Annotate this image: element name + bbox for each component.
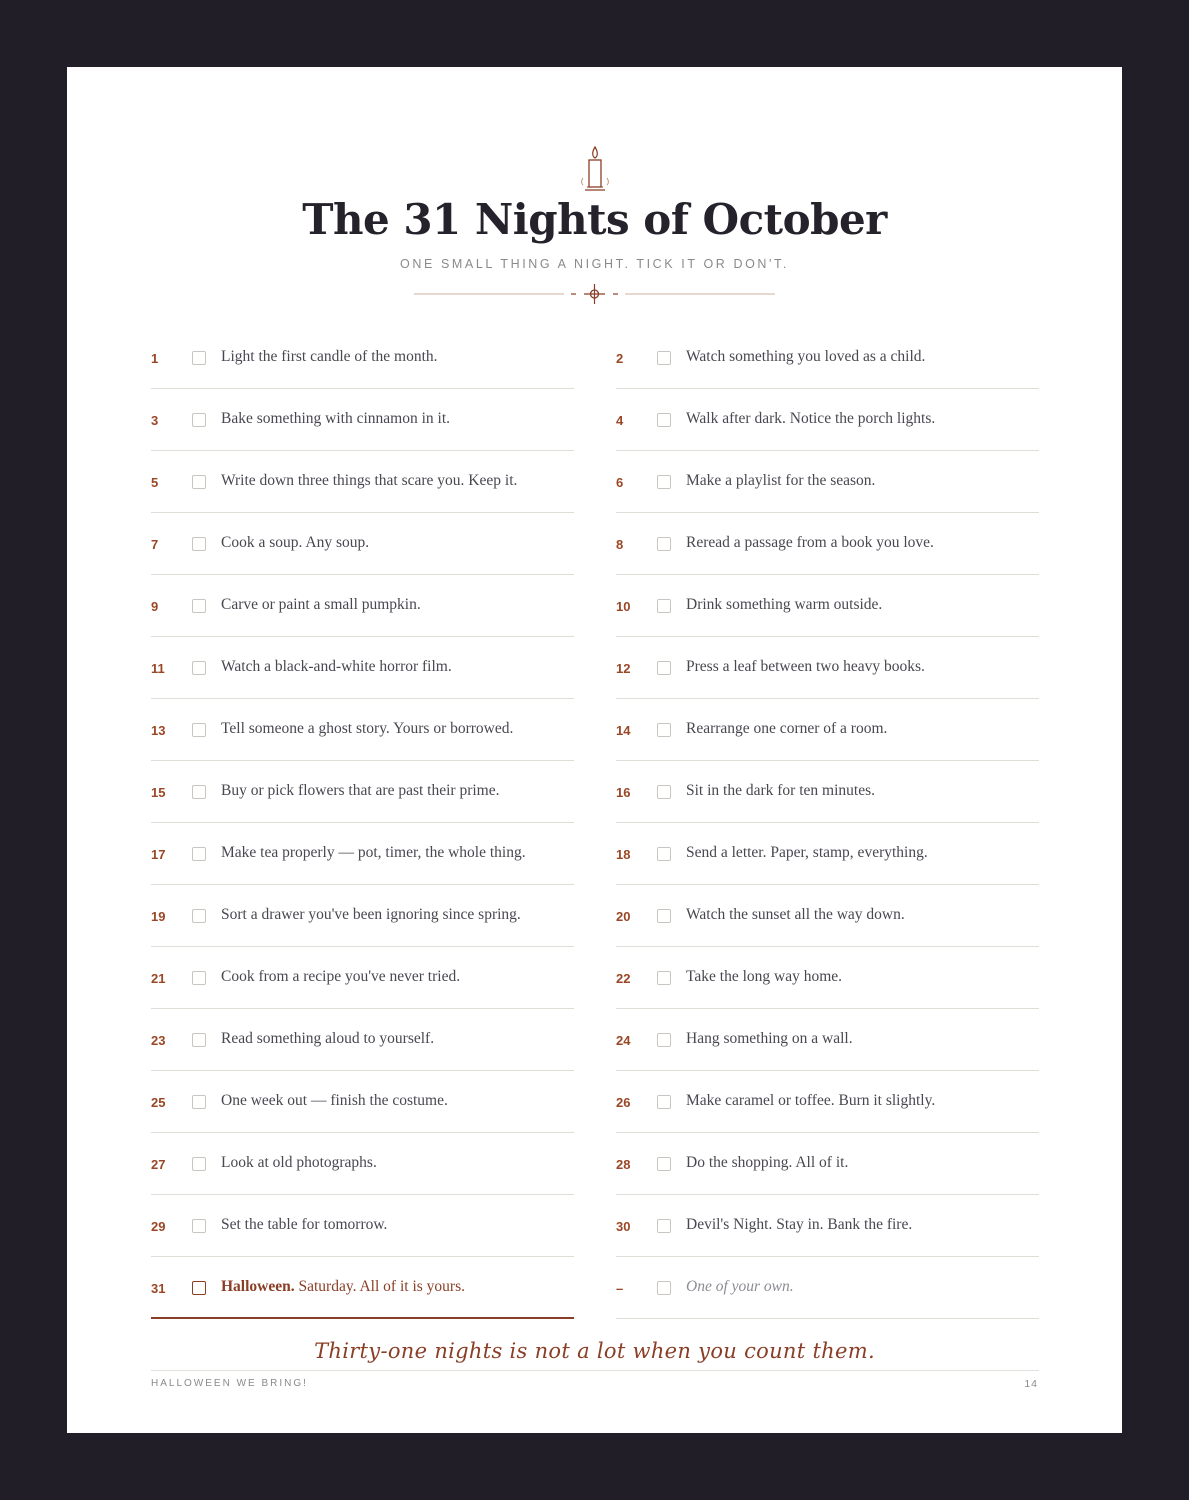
list-item [616, 1133, 1039, 1195]
checkbox[interactable] [657, 537, 671, 551]
checkbox[interactable] [192, 723, 206, 737]
night-number: 26 [616, 1095, 631, 1110]
task-text: Look at old photographs. [221, 1154, 377, 1171]
checkbox[interactable] [192, 1095, 206, 1109]
task-text: Write down three things that scare you. Keep it. [221, 472, 518, 489]
list-item [151, 885, 574, 947]
task-text: Rearrange one corner of a room. [686, 720, 888, 737]
task-text: One of your own. [686, 1278, 794, 1295]
checkbox[interactable] [657, 723, 671, 737]
night-number: 27 [151, 1157, 166, 1172]
list-item [616, 947, 1039, 1009]
night-number: 9 [151, 599, 159, 614]
page-subtitle: ONE SMALL THING A NIGHT. TICK IT OR DON'T. [400, 257, 789, 271]
checkbox[interactable] [192, 1157, 206, 1171]
night-number: 12 [616, 661, 631, 676]
night-number: 21 [151, 971, 166, 986]
night-number: 18 [616, 847, 631, 862]
checkbox[interactable] [192, 351, 206, 365]
list-item [616, 1009, 1039, 1071]
list-item [151, 513, 574, 575]
checkbox[interactable] [657, 413, 671, 427]
list-item [616, 885, 1039, 947]
task-text: Sit in the dark for ten minutes. [686, 782, 875, 799]
checkbox[interactable] [657, 909, 671, 923]
night-number: 31 [151, 1281, 166, 1296]
night-number: 7 [151, 537, 159, 552]
task-text [221, 1278, 574, 1296]
checkbox[interactable] [192, 475, 206, 489]
checkbox[interactable] [192, 413, 206, 427]
night-number: 6 [616, 475, 624, 490]
checkbox[interactable] [657, 351, 671, 365]
night-number: 1 [151, 351, 159, 366]
list-item [616, 389, 1039, 451]
checkbox[interactable] [657, 1219, 671, 1233]
checkbox[interactable] [657, 785, 671, 799]
night-number: 10 [616, 599, 631, 614]
checkbox[interactable] [192, 1219, 206, 1233]
nights-checklist [151, 327, 1039, 1319]
night-number: 3 [151, 413, 159, 428]
checkbox[interactable] [192, 971, 206, 985]
checkbox[interactable] [657, 1033, 671, 1047]
candle-icon [577, 145, 613, 195]
checkbox[interactable] [192, 785, 206, 799]
list-item [151, 1009, 574, 1071]
task-text-strong: Halloween. [221, 1278, 295, 1295]
task-text: Buy or pick flowers that are past their prime. [221, 782, 500, 799]
task-text: Reread a passage from a book you love. [686, 534, 934, 551]
list-item [151, 451, 574, 513]
list-item [151, 327, 574, 389]
task-text: Hang something on a wall. [686, 1030, 853, 1047]
checkbox[interactable] [192, 909, 206, 923]
list-item [616, 1195, 1039, 1257]
task-text: Make tea properly — pot, timer, the whole thing. [221, 844, 526, 861]
night-number: 4 [616, 413, 624, 428]
night-number: 11 [151, 661, 165, 676]
task-text: Do the shopping. All of it. [686, 1154, 849, 1171]
task-text: Make a playlist for the season. [686, 472, 876, 489]
night-number: – [616, 1281, 624, 1296]
night-number: 8 [616, 537, 624, 552]
task-text: Watch the sunset all the way down. [686, 906, 905, 923]
checkbox[interactable] [657, 599, 671, 613]
task-text: One week out — finish the costume. [221, 1092, 448, 1109]
night-number: 19 [151, 909, 166, 924]
list-item [151, 823, 574, 885]
page-number: 14 [1024, 1378, 1038, 1390]
night-number: 5 [151, 475, 159, 490]
checkbox[interactable] [657, 475, 671, 489]
list-item [151, 575, 574, 637]
list-item [616, 575, 1039, 637]
list-item [616, 637, 1039, 699]
task-text: Tell someone a ghost story. Yours or borrowed. [221, 720, 514, 737]
list-item [151, 699, 574, 761]
night-number: 16 [616, 785, 631, 800]
task-text: Press a leaf between two heavy books. [686, 658, 925, 675]
task-text: Set the table for tomorrow. [221, 1216, 388, 1233]
night-number: 25 [151, 1095, 166, 1110]
checkbox[interactable] [192, 1033, 206, 1047]
night-number: 23 [151, 1033, 166, 1048]
list-item [151, 1133, 574, 1195]
checkbox[interactable] [192, 1281, 206, 1295]
task-text: Light the first candle of the month. [221, 348, 438, 365]
divider-ornament-icon [412, 283, 777, 305]
task-text: Read something aloud to yourself. [221, 1030, 435, 1047]
night-number: 28 [616, 1157, 631, 1172]
list-item [616, 451, 1039, 513]
footer-title: HALLOWEEN WE BRING! [151, 1378, 308, 1389]
checkbox[interactable] [657, 971, 671, 985]
checkbox[interactable] [192, 661, 206, 675]
task-text: Make caramel or toffee. Burn it slightly. [686, 1092, 936, 1109]
closing-line: Thirty-one nights is not a lot when you count them. [314, 1339, 875, 1363]
page-title: The 31 Nights of October [302, 195, 887, 244]
night-number: 22 [616, 971, 631, 986]
task-text: Watch something you loved as a child. [686, 348, 926, 365]
checkbox[interactable] [657, 1281, 671, 1295]
list-item [151, 637, 574, 699]
list-item [151, 761, 574, 823]
list-item [616, 761, 1039, 823]
checkbox[interactable] [192, 847, 206, 861]
list-item [151, 947, 574, 1009]
list-item [616, 823, 1039, 885]
night-number: 30 [616, 1219, 631, 1234]
night-number: 2 [616, 351, 624, 366]
task-text: Cook from a recipe you've never tried. [221, 968, 461, 985]
night-number: 20 [616, 909, 631, 924]
night-number: 24 [616, 1033, 631, 1048]
night-number: 14 [616, 723, 631, 738]
page [67, 67, 1122, 1433]
task-text: Drink something warm outside. [686, 596, 883, 613]
list-item-custom [616, 1257, 1039, 1319]
checkbox[interactable] [192, 537, 206, 551]
task-text: Walk after dark. Notice the porch lights. [686, 410, 936, 427]
night-number: 29 [151, 1219, 166, 1234]
task-text: Cook a soup. Any soup. [221, 534, 370, 551]
list-item [151, 1071, 574, 1133]
night-number: 17 [151, 847, 166, 862]
checkbox[interactable] [657, 661, 671, 675]
list-item [151, 1195, 574, 1257]
task-text: Devil's Night. Stay in. Bank the fire. [686, 1216, 913, 1233]
checkbox[interactable] [657, 847, 671, 861]
list-item-halloween [151, 1257, 574, 1319]
list-item [616, 699, 1039, 761]
task-text: Watch a black-and-white horror film. [221, 658, 452, 675]
task-text: Take the long way home. [686, 968, 843, 985]
task-text: Bake something with cinnamon in it. [221, 410, 451, 427]
checkbox[interactable] [657, 1157, 671, 1171]
checkbox[interactable] [192, 599, 206, 613]
list-item [151, 389, 574, 451]
task-text: Send a letter. Paper, stamp, everything. [686, 844, 928, 861]
task-text: Sort a drawer you've been ignoring since spring. [221, 906, 521, 923]
footer-divider [151, 1370, 1039, 1371]
night-number: 15 [151, 785, 166, 800]
task-text: Carve or paint a small pumpkin. [221, 596, 421, 613]
task-text-rest: Saturday. All of it is yours. [294, 1278, 465, 1295]
checkbox[interactable] [657, 1095, 671, 1109]
list-item [616, 327, 1039, 389]
list-item [616, 513, 1039, 575]
list-item [616, 1071, 1039, 1133]
night-number: 13 [151, 723, 166, 738]
